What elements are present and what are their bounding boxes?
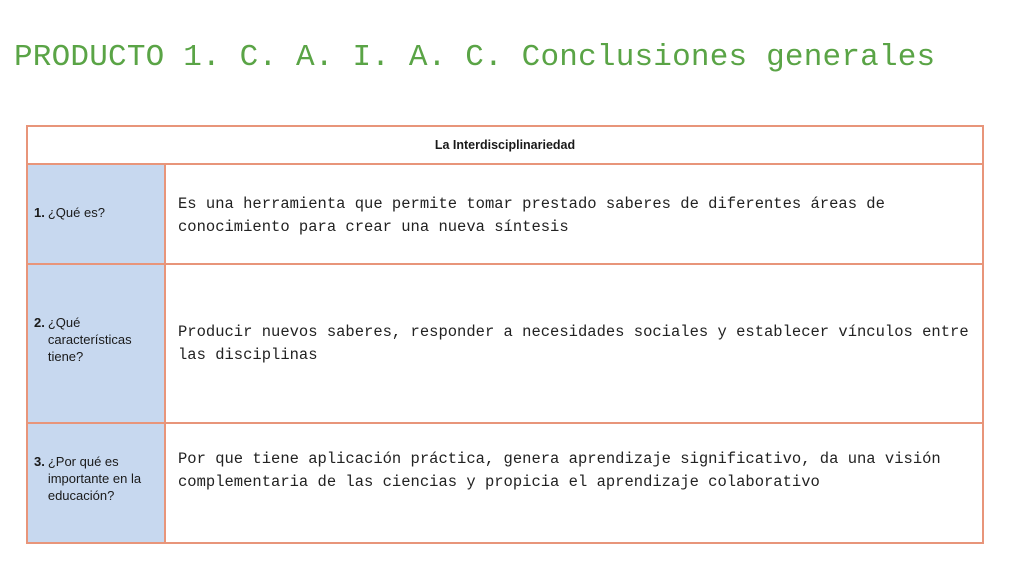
question-number: 1. bbox=[34, 205, 45, 220]
answer-cell bbox=[165, 264, 983, 423]
question-text: ¿Qué es? bbox=[47, 205, 105, 220]
interdisciplinarity-table bbox=[26, 125, 984, 544]
question-text: ¿Qué características tiene? bbox=[47, 315, 132, 364]
table-row bbox=[27, 423, 983, 543]
answer-text: Es una herramienta que permite tomar prestado saberes de diferentes áreas de conocimiento para crear una nueva síntesis bbox=[178, 195, 885, 236]
table-row bbox=[27, 164, 983, 264]
answer-cell bbox=[165, 423, 983, 543]
question-cell bbox=[27, 164, 165, 264]
question-number: 3. bbox=[34, 454, 45, 469]
table-header-row bbox=[27, 126, 983, 164]
question-text: ¿Por qué es importante en la educación? bbox=[47, 454, 142, 503]
question-number: 2. bbox=[34, 315, 45, 330]
answer-text: Por que tiene aplicación práctica, genera aprendizaje significativo, da una visión complementaria de las ciencias y propicia el aprendizaje colaborativo bbox=[178, 450, 941, 491]
answer-cell bbox=[165, 164, 983, 264]
slide-title: PRODUCTO 1. C. A. I. A. C. Conclusiones generales bbox=[14, 40, 936, 75]
question-cell bbox=[27, 264, 165, 423]
answer-text: Producir nuevos saberes, responder a necesidades sociales y establecer vínculos entre las disciplinas bbox=[178, 323, 969, 364]
question-cell bbox=[27, 423, 165, 543]
table-header: La Interdisciplinariedad bbox=[27, 126, 983, 164]
table-row bbox=[27, 264, 983, 423]
